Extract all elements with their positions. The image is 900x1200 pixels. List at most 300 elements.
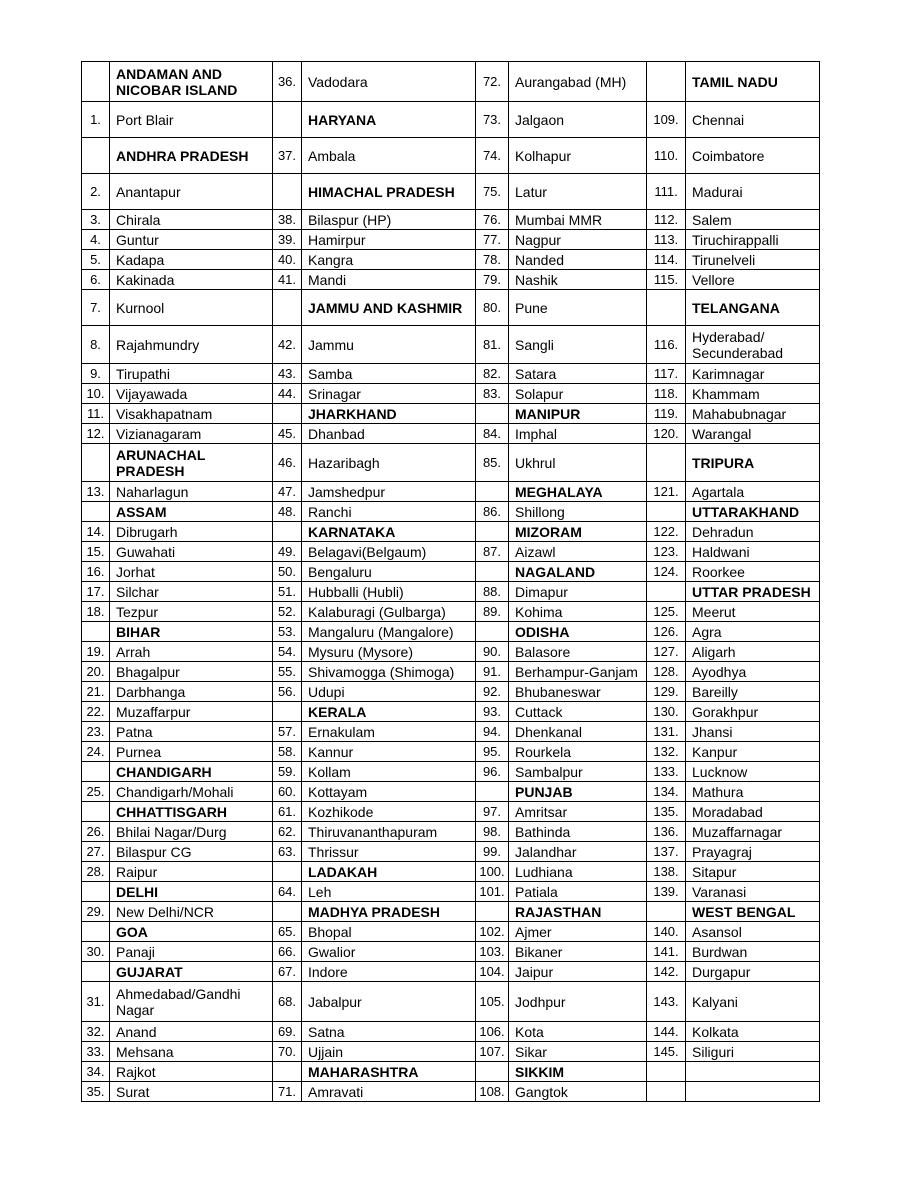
city-name-cell: Kurnool: [110, 290, 273, 326]
serial-number-cell: 128.: [647, 662, 686, 682]
city-name-cell: Tezpur: [110, 602, 273, 622]
serial-number-cell: [476, 1062, 509, 1082]
city-name-cell: Naharlagun: [110, 482, 273, 502]
city-name-cell: Jamshedpur: [302, 482, 476, 502]
serial-number-cell: 10.: [82, 384, 110, 404]
state-heading-cell: UTTAR PRADESH: [686, 582, 820, 602]
state-heading-cell: PUNJAB: [509, 782, 647, 802]
state-heading-cell: BIHAR: [110, 622, 273, 642]
table-row: [82, 922, 820, 942]
state-heading-cell: CHHATTISGARH: [110, 802, 273, 822]
table-row: [82, 138, 820, 174]
state-heading-cell: JHARKHAND: [302, 404, 476, 424]
serial-number-cell: 9.: [82, 364, 110, 384]
city-name-cell: Tirunelveli: [686, 250, 820, 270]
serial-number-cell: 102.: [476, 922, 509, 942]
city-name-cell: Vijayawada: [110, 384, 273, 404]
serial-number-cell: 63.: [273, 842, 302, 862]
city-name-cell: Jhansi: [686, 722, 820, 742]
serial-number-cell: 83.: [476, 384, 509, 404]
serial-number-cell: 89.: [476, 602, 509, 622]
city-name-cell: Bilaspur (HP): [302, 210, 476, 230]
city-name-cell: Hubballi (Hubli): [302, 582, 476, 602]
serial-number-cell: 27.: [82, 842, 110, 862]
serial-number-cell: 124.: [647, 562, 686, 582]
city-name-cell: Haldwani: [686, 542, 820, 562]
serial-number-cell: 130.: [647, 702, 686, 722]
city-name-cell: Cuttack: [509, 702, 647, 722]
city-name-cell: Aligarh: [686, 642, 820, 662]
city-name-cell: Patiala: [509, 882, 647, 902]
table-row: [82, 326, 820, 364]
city-name-cell: Tiruchirappalli: [686, 230, 820, 250]
city-name-cell: Silchar: [110, 582, 273, 602]
serial-number-cell: 95.: [476, 742, 509, 762]
city-name-cell: Kollam: [302, 762, 476, 782]
city-name-cell: Meerut: [686, 602, 820, 622]
city-name-cell: Karimnagar: [686, 364, 820, 384]
table-row: [82, 210, 820, 230]
city-name-cell: Chennai: [686, 102, 820, 138]
serial-number-cell: 77.: [476, 230, 509, 250]
serial-number-cell: 71.: [273, 1082, 302, 1102]
table-row: [82, 742, 820, 762]
serial-number-cell: 31.: [82, 982, 110, 1022]
city-name-cell: Jorhat: [110, 562, 273, 582]
serial-number-cell: 108.: [476, 1082, 509, 1102]
city-name-cell: Mandi: [302, 270, 476, 290]
serial-number-cell: [647, 62, 686, 102]
state-heading-cell: RAJASTHAN: [509, 902, 647, 922]
serial-number-cell: 24.: [82, 742, 110, 762]
serial-number-cell: 19.: [82, 642, 110, 662]
serial-number-cell: 15.: [82, 542, 110, 562]
city-name-cell: Guwahati: [110, 542, 273, 562]
city-name-cell: Gangtok: [509, 1082, 647, 1102]
serial-number-cell: 4.: [82, 230, 110, 250]
state-heading-cell: GUJARAT: [110, 962, 273, 982]
serial-number-cell: 65.: [273, 922, 302, 942]
serial-number-cell: 101.: [476, 882, 509, 902]
serial-number-cell: 61.: [273, 802, 302, 822]
city-name-cell: Rajkot: [110, 1062, 273, 1082]
state-heading-cell: ANDAMAN AND NICOBAR ISLAND: [110, 62, 273, 102]
city-name-cell: Guntur: [110, 230, 273, 250]
state-heading-cell: GOA: [110, 922, 273, 942]
city-name-cell: Mahabubnagar: [686, 404, 820, 424]
table-row: [82, 444, 820, 482]
state-heading-cell: HIMACHAL PRADESH: [302, 174, 476, 210]
serial-number-cell: 2.: [82, 174, 110, 210]
city-name-cell: Gwalior: [302, 942, 476, 962]
serial-number-cell: 138.: [647, 862, 686, 882]
serial-number-cell: 45.: [273, 424, 302, 444]
serial-number-cell: 140.: [647, 922, 686, 942]
city-name-cell: Thiruvananthapuram: [302, 822, 476, 842]
serial-number-cell: 69.: [273, 1022, 302, 1042]
city-name-cell: Jodhpur: [509, 982, 647, 1022]
city-name-cell: Nanded: [509, 250, 647, 270]
city-name-cell: Warangal: [686, 424, 820, 444]
serial-number-cell: 3.: [82, 210, 110, 230]
table-row: [82, 782, 820, 802]
serial-number-cell: 43.: [273, 364, 302, 384]
serial-number-cell: 58.: [273, 742, 302, 762]
state-heading-cell: TELANGANA: [686, 290, 820, 326]
serial-number-cell: 76.: [476, 210, 509, 230]
state-heading-cell: SIKKIM: [509, 1062, 647, 1082]
city-name-cell: Kohima: [509, 602, 647, 622]
city-name-cell: Shillong: [509, 502, 647, 522]
serial-number-cell: 104.: [476, 962, 509, 982]
city-name-cell: Hazaribagh: [302, 444, 476, 482]
table-row: [82, 542, 820, 562]
state-heading-cell: CHANDIGARH: [110, 762, 273, 782]
city-name-cell: Kozhikode: [302, 802, 476, 822]
serial-number-cell: [647, 444, 686, 482]
table-row: [82, 902, 820, 922]
serial-number-cell: 114.: [647, 250, 686, 270]
serial-number-cell: 126.: [647, 622, 686, 642]
serial-number-cell: 121.: [647, 482, 686, 502]
serial-number-cell: 141.: [647, 942, 686, 962]
city-name-cell: Ludhiana: [509, 862, 647, 882]
serial-number-cell: 111.: [647, 174, 686, 210]
city-name-cell: Gorakhpur: [686, 702, 820, 722]
serial-number-cell: 137.: [647, 842, 686, 862]
serial-number-cell: 8.: [82, 326, 110, 364]
table-row: [82, 582, 820, 602]
city-name-cell: Berhampur-Ganjam: [509, 662, 647, 682]
city-name-cell: Jalgaon: [509, 102, 647, 138]
serial-number-cell: 28.: [82, 862, 110, 882]
serial-number-cell: [273, 290, 302, 326]
serial-number-cell: 46.: [273, 444, 302, 482]
serial-number-cell: 87.: [476, 542, 509, 562]
serial-number-cell: 131.: [647, 722, 686, 742]
city-name-cell: Satna: [302, 1022, 476, 1042]
serial-number-cell: [647, 1062, 686, 1082]
serial-number-cell: 66.: [273, 942, 302, 962]
serial-number-cell: 117.: [647, 364, 686, 384]
city-name-cell: Madurai: [686, 174, 820, 210]
serial-number-cell: [82, 622, 110, 642]
serial-number-cell: 16.: [82, 562, 110, 582]
serial-number-cell: 107.: [476, 1042, 509, 1062]
city-name-cell: Leh: [302, 882, 476, 902]
city-name-cell: Dehradun: [686, 522, 820, 542]
serial-number-cell: 37.: [273, 138, 302, 174]
serial-number-cell: 129.: [647, 682, 686, 702]
city-name-cell: Patna: [110, 722, 273, 742]
city-name-cell: Muzaffarpur: [110, 702, 273, 722]
city-name-cell: Tirupathi: [110, 364, 273, 384]
serial-number-cell: 29.: [82, 902, 110, 922]
serial-number-cell: 91.: [476, 662, 509, 682]
city-name-cell: Prayagraj: [686, 842, 820, 862]
serial-number-cell: [273, 404, 302, 424]
city-name-cell: Dimapur: [509, 582, 647, 602]
city-name-cell: Nashik: [509, 270, 647, 290]
city-name-cell: Solapur: [509, 384, 647, 404]
table-row: [82, 942, 820, 962]
city-name-cell: Ajmer: [509, 922, 647, 942]
city-name-cell: Ujjain: [302, 1042, 476, 1062]
serial-number-cell: 139.: [647, 882, 686, 902]
city-name-cell: Sambalpur: [509, 762, 647, 782]
serial-number-cell: [82, 882, 110, 902]
state-heading-cell: KARNATAKA: [302, 522, 476, 542]
serial-number-cell: 21.: [82, 682, 110, 702]
serial-number-cell: [273, 522, 302, 542]
city-name-cell: Roorkee: [686, 562, 820, 582]
city-name-cell: Indore: [302, 962, 476, 982]
serial-number-cell: [82, 922, 110, 942]
serial-number-cell: 97.: [476, 802, 509, 822]
table-row: [82, 662, 820, 682]
serial-number-cell: [476, 522, 509, 542]
table-row: [82, 1062, 820, 1082]
state-heading-cell: HARYANA: [302, 102, 476, 138]
city-name-cell: Kannur: [302, 742, 476, 762]
table-row: [82, 842, 820, 862]
serial-number-cell: 12.: [82, 424, 110, 444]
state-heading-cell: ASSAM: [110, 502, 273, 522]
city-name-cell: Hamirpur: [302, 230, 476, 250]
serial-number-cell: 70.: [273, 1042, 302, 1062]
city-name-cell: Sikar: [509, 1042, 647, 1062]
serial-number-cell: 57.: [273, 722, 302, 742]
serial-number-cell: 132.: [647, 742, 686, 762]
table-row: [82, 404, 820, 424]
city-name-cell: Jabalpur: [302, 982, 476, 1022]
city-name-cell: Kalaburagi (Gulbarga): [302, 602, 476, 622]
city-name-cell: Purnea: [110, 742, 273, 762]
city-name-cell: Pune: [509, 290, 647, 326]
city-name-cell: Kolkata: [686, 1022, 820, 1042]
state-heading-cell: JAMMU AND KASHMIR: [302, 290, 476, 326]
table-row: [82, 230, 820, 250]
serial-number-cell: [82, 444, 110, 482]
serial-number-cell: 18.: [82, 602, 110, 622]
serial-number-cell: 82.: [476, 364, 509, 384]
city-name-cell: Imphal: [509, 424, 647, 444]
table-row: [82, 642, 820, 662]
city-name-cell: Bhubaneswar: [509, 682, 647, 702]
serial-number-cell: 106.: [476, 1022, 509, 1042]
serial-number-cell: 133.: [647, 762, 686, 782]
serial-number-cell: 94.: [476, 722, 509, 742]
serial-number-cell: 125.: [647, 602, 686, 622]
city-name-cell: Rajahmundry: [110, 326, 273, 364]
serial-number-cell: [273, 102, 302, 138]
city-name-cell: Chirala: [110, 210, 273, 230]
city-name-cell: Bengaluru: [302, 562, 476, 582]
table-row: [82, 250, 820, 270]
serial-number-cell: 13.: [82, 482, 110, 502]
serial-number-cell: 116.: [647, 326, 686, 364]
serial-number-cell: 56.: [273, 682, 302, 702]
table-row: [82, 174, 820, 210]
city-name-cell: Hyderabad/ Secunderabad: [686, 326, 820, 364]
city-name-cell: Balasore: [509, 642, 647, 662]
serial-number-cell: 112.: [647, 210, 686, 230]
serial-number-cell: [647, 582, 686, 602]
serial-number-cell: [273, 174, 302, 210]
table-row: [82, 682, 820, 702]
table-row: [82, 502, 820, 522]
serial-number-cell: 109.: [647, 102, 686, 138]
serial-number-cell: 115.: [647, 270, 686, 290]
city-name-cell: Ahmedabad/Gandhi Nagar: [110, 982, 273, 1022]
city-name-cell: Latur: [509, 174, 647, 210]
city-name-cell: Amritsar: [509, 802, 647, 822]
serial-number-cell: 1.: [82, 102, 110, 138]
city-name-cell: Chandigarh/Mohali: [110, 782, 273, 802]
city-name-cell: Visakhapatnam: [110, 404, 273, 424]
serial-number-cell: 38.: [273, 210, 302, 230]
city-name-cell: Panaji: [110, 942, 273, 962]
serial-number-cell: 92.: [476, 682, 509, 702]
city-name-cell: Darbhanga: [110, 682, 273, 702]
city-name-cell: Kakinada: [110, 270, 273, 290]
city-name-cell: Jalandhar: [509, 842, 647, 862]
city-name-cell: Samba: [302, 364, 476, 384]
city-name-cell: [686, 1062, 820, 1082]
city-name-cell: Bhopal: [302, 922, 476, 942]
serial-number-cell: [82, 802, 110, 822]
city-name-cell: Amravati: [302, 1082, 476, 1102]
serial-number-cell: 142.: [647, 962, 686, 982]
serial-number-cell: 105.: [476, 982, 509, 1022]
city-name-cell: Jammu: [302, 326, 476, 364]
city-name-cell: Asansol: [686, 922, 820, 942]
city-name-cell: Khammam: [686, 384, 820, 404]
city-name-cell: Belagavi(Belgaum): [302, 542, 476, 562]
city-name-cell: Siliguri: [686, 1042, 820, 1062]
city-name-cell: Salem: [686, 210, 820, 230]
city-name-cell: Aizawl: [509, 542, 647, 562]
city-name-cell: Ayodhya: [686, 662, 820, 682]
city-name-cell: Agartala: [686, 482, 820, 502]
serial-number-cell: 6.: [82, 270, 110, 290]
serial-number-cell: [647, 290, 686, 326]
city-name-cell: Sitapur: [686, 862, 820, 882]
city-name-cell: Mumbai MMR: [509, 210, 647, 230]
serial-number-cell: 96.: [476, 762, 509, 782]
table-row: [82, 364, 820, 384]
serial-number-cell: 41.: [273, 270, 302, 290]
city-name-cell: Shivamogga (Shimoga): [302, 662, 476, 682]
serial-number-cell: 99.: [476, 842, 509, 862]
city-name-cell: Satara: [509, 364, 647, 384]
serial-number-cell: 49.: [273, 542, 302, 562]
city-name-cell: Arrah: [110, 642, 273, 662]
serial-number-cell: [476, 562, 509, 582]
city-name-cell: Rourkela: [509, 742, 647, 762]
serial-number-cell: 5.: [82, 250, 110, 270]
centers-table: [81, 61, 820, 1102]
state-heading-cell: ODISHA: [509, 622, 647, 642]
city-name-cell: Agra: [686, 622, 820, 642]
serial-number-cell: 47.: [273, 482, 302, 502]
serial-number-cell: 55.: [273, 662, 302, 682]
city-name-cell: Coimbatore: [686, 138, 820, 174]
table-row: [82, 482, 820, 502]
serial-number-cell: 52.: [273, 602, 302, 622]
serial-number-cell: 40.: [273, 250, 302, 270]
serial-number-cell: 51.: [273, 582, 302, 602]
city-name-cell: Dhenkanal: [509, 722, 647, 742]
state-heading-cell: WEST BENGAL: [686, 902, 820, 922]
serial-number-cell: 145.: [647, 1042, 686, 1062]
serial-number-cell: 74.: [476, 138, 509, 174]
serial-number-cell: 30.: [82, 942, 110, 962]
city-name-cell: Surat: [110, 1082, 273, 1102]
serial-number-cell: 127.: [647, 642, 686, 662]
serial-number-cell: 54.: [273, 642, 302, 662]
serial-number-cell: [476, 482, 509, 502]
city-name-cell: Jaipur: [509, 962, 647, 982]
table-row: [82, 290, 820, 326]
table-row: [82, 702, 820, 722]
serial-number-cell: 25.: [82, 782, 110, 802]
city-name-cell: Vellore: [686, 270, 820, 290]
serial-number-cell: [273, 702, 302, 722]
city-name-cell: Kadapa: [110, 250, 273, 270]
city-name-cell: Anantapur: [110, 174, 273, 210]
serial-number-cell: 86.: [476, 502, 509, 522]
serial-number-cell: [273, 1062, 302, 1082]
serial-number-cell: 60.: [273, 782, 302, 802]
serial-number-cell: 32.: [82, 1022, 110, 1042]
serial-number-cell: 113.: [647, 230, 686, 250]
serial-number-cell: 119.: [647, 404, 686, 424]
serial-number-cell: 20.: [82, 662, 110, 682]
serial-number-cell: 103.: [476, 942, 509, 962]
serial-number-cell: 143.: [647, 982, 686, 1022]
state-heading-cell: TRIPURA: [686, 444, 820, 482]
serial-number-cell: 78.: [476, 250, 509, 270]
city-name-cell: Kolhapur: [509, 138, 647, 174]
serial-number-cell: 120.: [647, 424, 686, 444]
city-name-cell: Ambala: [302, 138, 476, 174]
city-name-cell: Varanasi: [686, 882, 820, 902]
city-name-cell: Bikaner: [509, 942, 647, 962]
serial-number-cell: 90.: [476, 642, 509, 662]
serial-number-cell: 23.: [82, 722, 110, 742]
table-row: [82, 270, 820, 290]
serial-number-cell: [273, 862, 302, 882]
city-name-cell: Bathinda: [509, 822, 647, 842]
serial-number-cell: 75.: [476, 174, 509, 210]
table-row: [82, 1042, 820, 1062]
serial-number-cell: [273, 902, 302, 922]
serial-number-cell: 135.: [647, 802, 686, 822]
serial-number-cell: 122.: [647, 522, 686, 542]
city-name-cell: Mathura: [686, 782, 820, 802]
serial-number-cell: 35.: [82, 1082, 110, 1102]
city-name-cell: Muzaffarnagar: [686, 822, 820, 842]
serial-number-cell: 144.: [647, 1022, 686, 1042]
table-row: [82, 424, 820, 444]
city-name-cell: Vadodara: [302, 62, 476, 102]
state-heading-cell: LADAKAH: [302, 862, 476, 882]
city-name-cell: Kangra: [302, 250, 476, 270]
state-heading-cell: DELHI: [110, 882, 273, 902]
serial-number-cell: 110.: [647, 138, 686, 174]
serial-number-cell: 80.: [476, 290, 509, 326]
